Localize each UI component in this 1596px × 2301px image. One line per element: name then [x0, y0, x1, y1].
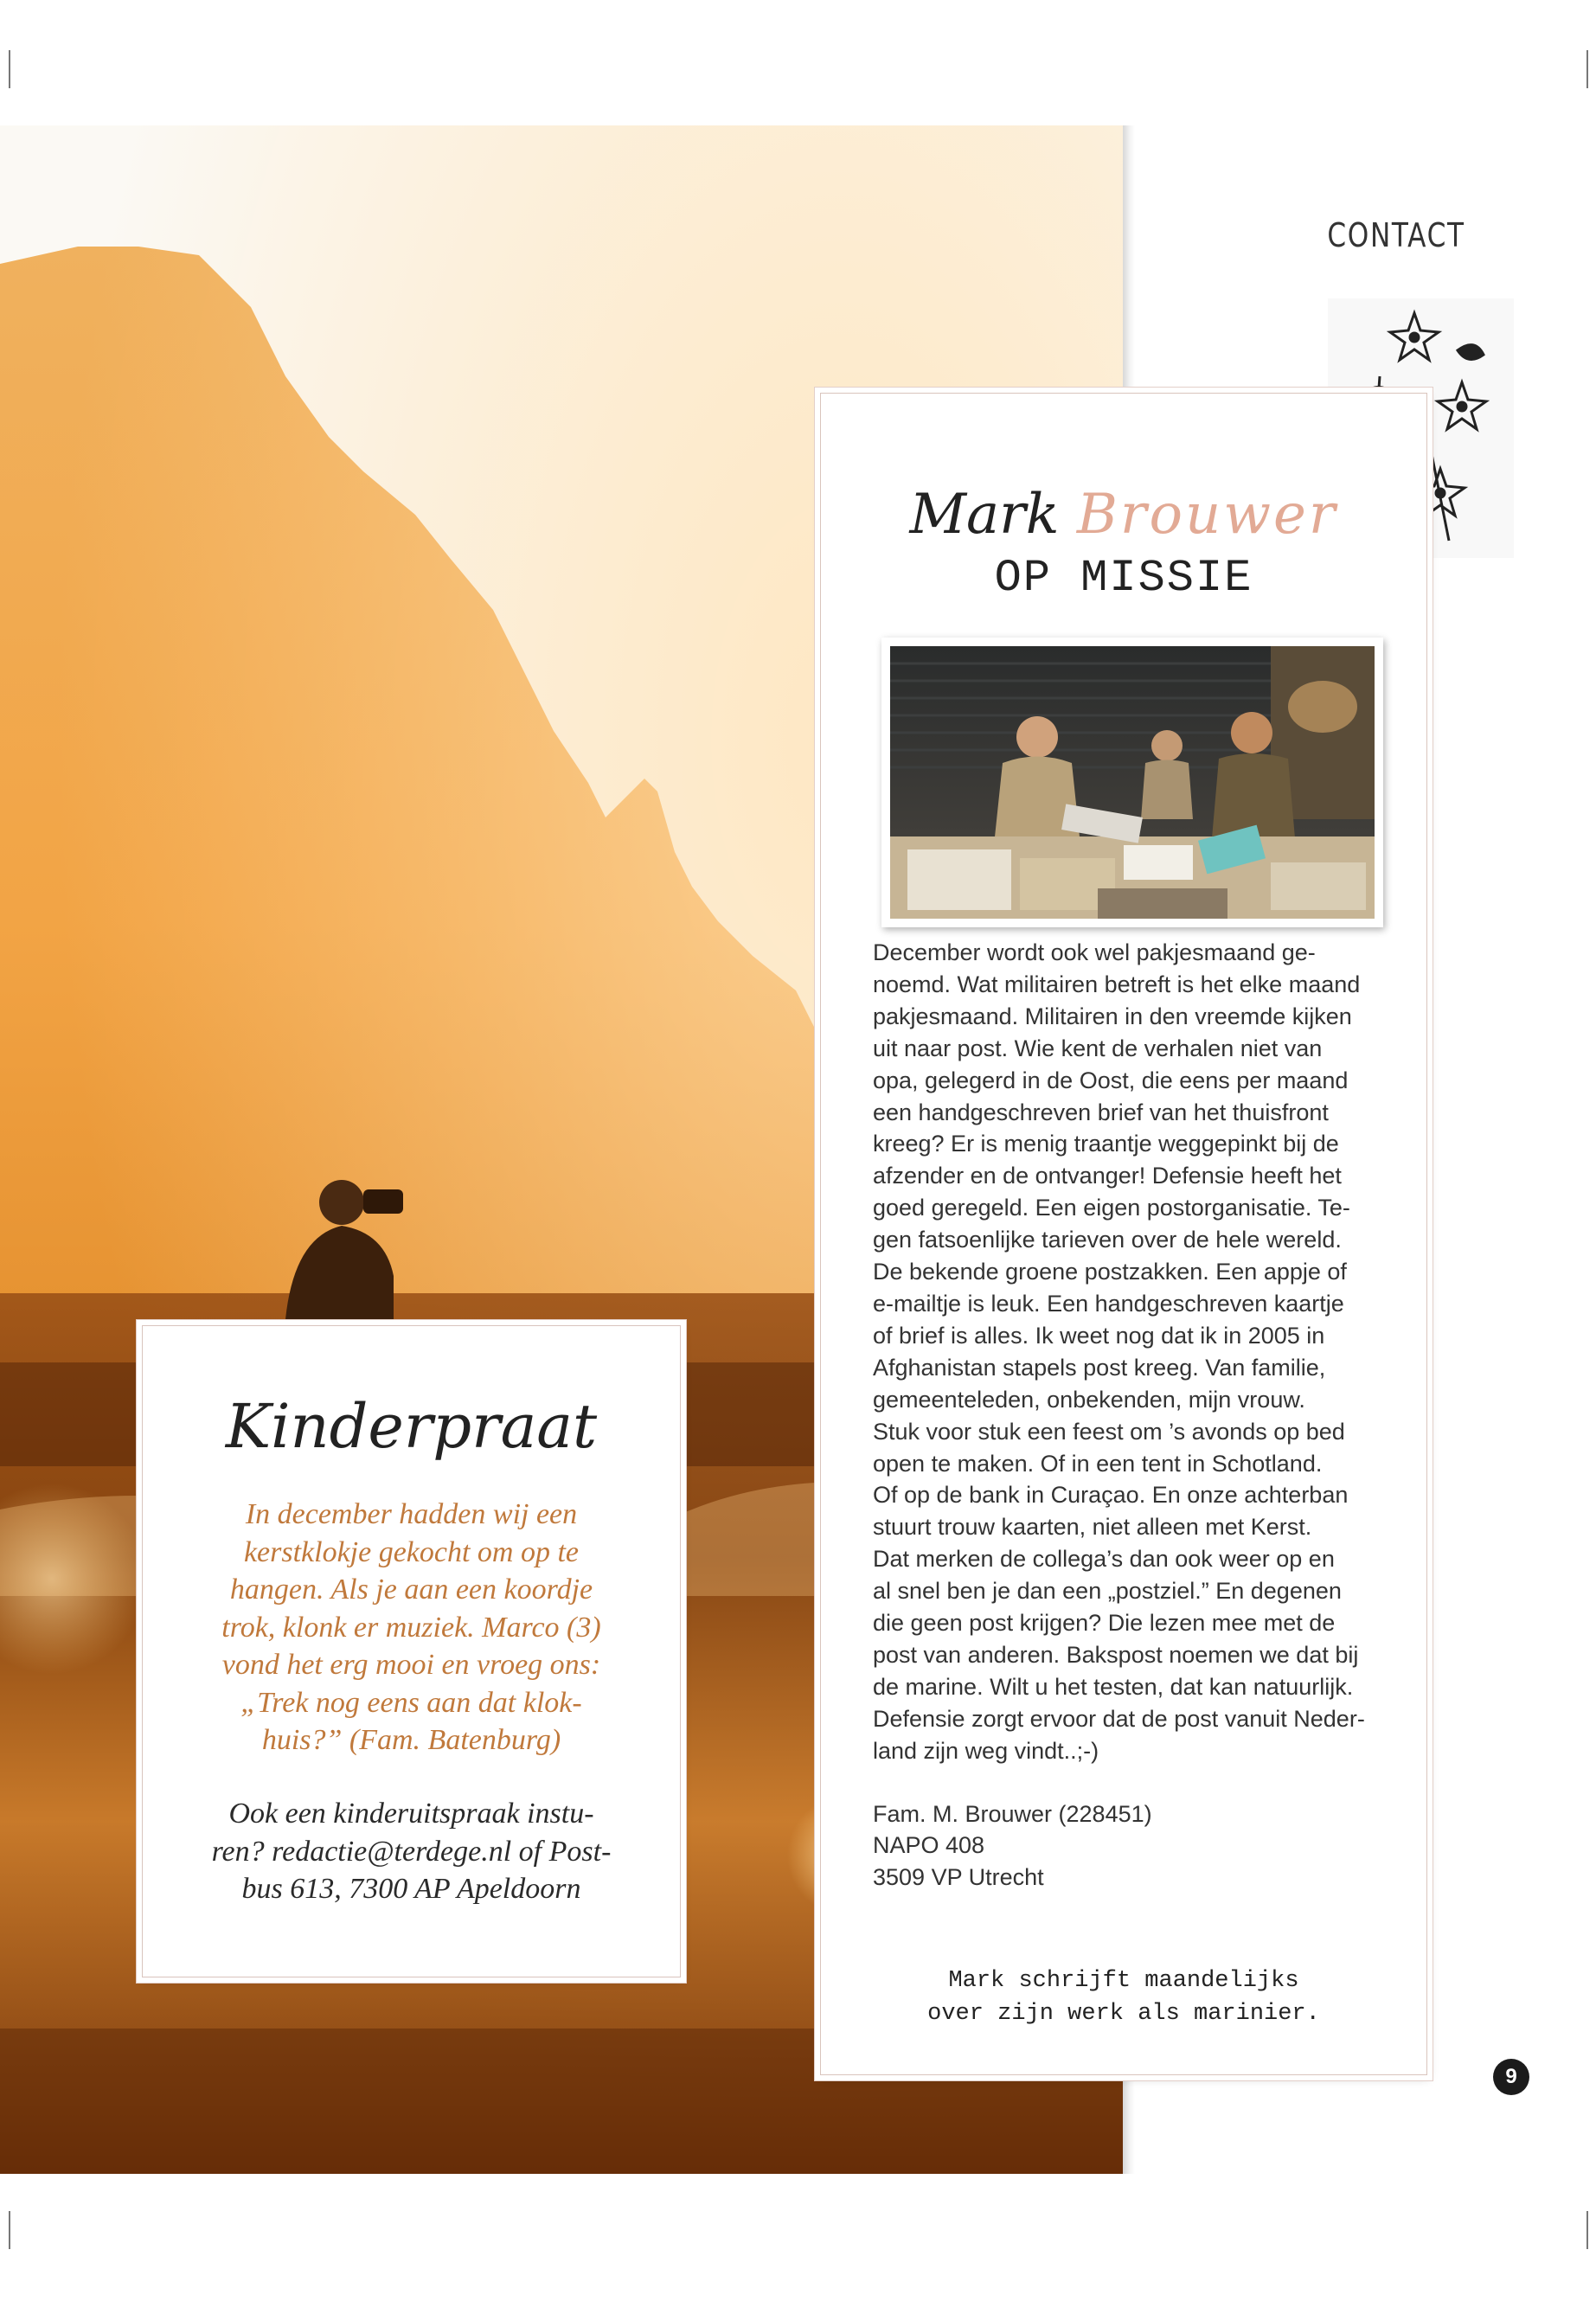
crop-mark	[9, 50, 10, 88]
body-line: noemd. Wat militairen betreft is het elke maand	[873, 971, 1361, 997]
body-line: open te maken. Of in een tent in Schotland.	[873, 1450, 1323, 1477]
address-block	[873, 1798, 1392, 1894]
kinderpraat-body	[169, 1496, 654, 1759]
body-line: stuurt trouw kaarten, niet alleen met Kerst.	[873, 1514, 1312, 1541]
body-line: land zijn weg vindt..;-)	[873, 1737, 1099, 1764]
footnote-line: over zijn werk als marinier.	[927, 2001, 1320, 2027]
kinderpraat-card	[142, 1325, 681, 1977]
body-line: Of op de bank in Curaçao. En onze achterban	[873, 1482, 1349, 1509]
body-line: Afghanistan stapels post kreeg. Van familie,	[873, 1354, 1326, 1381]
kinderpraat-line: huis?” (Fam. Batenburg)	[261, 1724, 561, 1756]
body-line: gen fatsoenlijke tarieven over de hele wereld.	[873, 1227, 1342, 1253]
kinderpraat-call-to-action	[169, 1795, 654, 1908]
kinderpraat-line: trok, klonk er muziek. Marco (3)	[221, 1611, 601, 1644]
column-body	[873, 937, 1392, 1894]
kinderpraat-title: Kinderpraat	[225, 1391, 598, 1462]
body-line: een handgeschreven brief van het thuisfront	[873, 1099, 1329, 1125]
kinderpraat-line: hangen. Als je aan een koordje	[229, 1574, 593, 1606]
crop-mark	[1586, 2211, 1588, 2249]
column-subtitle: OP MISSIE	[994, 553, 1253, 604]
kinderpraat-line: „Trek nog eens aan dat klok-	[240, 1686, 582, 1719]
cta-line: Ook een kinderuitspraak instu-	[228, 1798, 594, 1830]
body-line: post van anderen. Bakspost noemen we dat bij	[873, 1641, 1359, 1668]
body-line: e-mailtje is leuk. Een handgeschreven kaartje	[873, 1290, 1344, 1317]
body-line: al snel ben je dan een „postziel.” En degenen	[873, 1578, 1342, 1605]
body-line: gemeenteleden, onbekenden, mijn vrouw.	[873, 1386, 1305, 1413]
kinderpraat-line: kerstklokje gekocht om op te	[243, 1535, 580, 1568]
body-line: pakjesmaand. Militairen in den vreemde kijken	[873, 1003, 1352, 1029]
body-line: uit naar post. Wie kent de verhalen niet van	[873, 1035, 1323, 1061]
column-title	[821, 480, 1426, 549]
column-title-last-name: Brouwer	[1076, 483, 1338, 547]
body-line: Defensie zorgt ervoor dat de post vanuit Neder-	[873, 1705, 1365, 1732]
body-line: December wordt ook wel pakjesmaand ge-	[873, 939, 1316, 965]
page-number: 9	[1493, 2059, 1529, 2095]
body-line: Stuk voor stuk een feest om ’s avonds op bed	[873, 1418, 1345, 1445]
column-photo	[881, 638, 1383, 927]
body-line: opa, gelegerd in de Oost, die eens per maand	[873, 1067, 1349, 1093]
body-line: of brief is alles. Ik weet nog dat ik in 2005 in	[873, 1322, 1325, 1349]
column-title-first-name: Mark	[909, 483, 1060, 547]
cta-line: ren? redactie@terdege.nl of Post-	[211, 1835, 612, 1868]
column-footnote	[821, 1965, 1426, 2030]
cta-line: bus 613, 7300 AP Apeldoorn	[241, 1873, 581, 1905]
body-line: kreeg? Er is menig traantje weggepinkt bij de	[873, 1131, 1339, 1157]
address-line: 3509 VP Utrecht	[873, 1864, 1044, 1891]
body-line: de marine. Wilt u het testen, dat kan natuurlijk.	[873, 1673, 1354, 1700]
body-line: goed geregeld. Een eigen postorganisatie. Te-	[873, 1195, 1350, 1221]
kinderpraat-line: vond het erg mooi en vroeg ons:	[221, 1649, 601, 1681]
crop-mark	[1586, 50, 1588, 88]
body-line: die geen post krijgen? Die lezen mee met de	[873, 1610, 1336, 1637]
kinderpraat-line: In december hadden wij een	[245, 1498, 578, 1530]
address-line: NAPO 408	[873, 1832, 985, 1859]
address-line: Fam. M. Brouwer (228451)	[873, 1800, 1152, 1827]
body-line: Dat merken de collega’s dan ook weer op en	[873, 1546, 1335, 1573]
column-card	[820, 393, 1427, 2075]
body-line: De bekende groene postzakken. Een appje of	[873, 1259, 1347, 1285]
crop-mark	[9, 2211, 10, 2249]
footnote-line: Mark schrijft maandelijks	[948, 1968, 1299, 1994]
body-line: afzender en de ontvanger! Defensie heeft het	[873, 1163, 1342, 1189]
section-label: CONTACT	[1327, 216, 1465, 254]
